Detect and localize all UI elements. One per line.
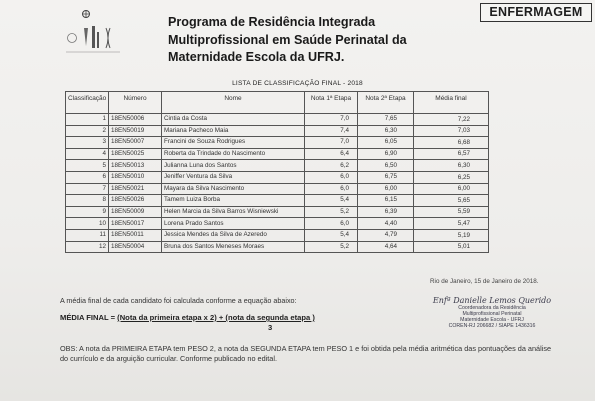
cell-numero: 18EN50017 [109,218,162,230]
cell-nota-1: 5,2 [305,206,358,218]
cell-classificacao: 6 [66,171,109,183]
cell-nota-1: 7,0 [305,137,358,149]
header-line-2: Multiprofissional em Saúde Perinatal da [168,32,407,47]
col-header-numero: Número [109,92,162,114]
cell-media: 5,65 [414,195,489,207]
table-row [66,241,489,253]
cell-nota-2: 6,30 [358,125,414,137]
signature-line-4: COREN-RJ 206682 / SIAPE 1436316 [448,323,536,329]
col-header-nota-2: Nota 2ª Etapa [358,92,414,114]
cell-numero: 18EN50004 [109,241,162,253]
header-line-3: Maternidade Escola da UFRJ. [168,50,345,64]
cell-media: 5,47 [414,218,489,230]
cell-nota-2: 7,65 [358,114,414,126]
cell-classificacao: 3 [66,137,109,149]
cell-nota-1: 6,2 [305,160,358,172]
cell-classificacao: 11 [66,229,109,241]
formula-label: MÉDIA FINAL = [60,313,118,322]
cell-nome: Julianna Luna dos Santos [162,160,305,172]
cell-classificacao: 5 [66,160,109,172]
table-row [66,125,489,137]
header-line-1: Programa de Residência Integrada [168,15,376,29]
cell-nota-1: 5,4 [305,195,358,207]
cell-nota-2: 6,39 [358,206,414,218]
cell-media: 6,68 [414,137,489,149]
list-title: LISTA DE CLASSIFICAÇÃO FINAL - 2018 [232,80,363,87]
cell-classificacao: 8 [66,195,109,207]
cell-nome: Mayara da Silva Nascimento [162,183,305,195]
cell-nome: Bruna dos Santos Meneses Moraes [162,241,305,253]
table-row [66,137,489,149]
formula-explanation: A média final de cada candidato foi calculada conforme a equação abaixo: [60,296,297,305]
table-row [66,195,489,207]
cell-nota-2: 6,90 [358,148,414,160]
cell-nome: Mariana Pacheco Maia [162,125,305,137]
table-header-row [66,92,489,114]
table-row [66,183,489,195]
table-row [66,218,489,230]
table-row [66,206,489,218]
cell-classificacao: 10 [66,218,109,230]
table-row [66,160,489,172]
cell-nota-1: 7,0 [305,114,358,126]
cell-media: 6,25 [414,171,489,183]
signature-name: Enfª Danielle Lemos Querido [432,296,552,305]
area-badge: ENFERMAGEM [480,3,592,22]
signature-stamp [432,296,552,329]
cell-numero: 18EN50013 [109,160,162,172]
cell-nome: Lorena Prado Santos [162,218,305,230]
cell-media: 7,22 [414,114,489,126]
cell-classificacao: 9 [66,206,109,218]
signature-line-2: Multiprofissional Perinatal [462,311,522,317]
cell-classificacao: 2 [66,125,109,137]
cell-nota-1: 5,4 [305,229,358,241]
cell-nota-2: 6,15 [358,195,414,207]
maternidade-escola-logo-icon [62,8,138,58]
cell-nome: Roberta da Trindade do Nascimento [162,148,305,160]
cell-media: 7,03 [414,125,489,137]
cell-numero: 18EN50009 [109,206,162,218]
table-row [66,229,489,241]
cell-media: 6,30 [414,160,489,172]
cell-nota-2: 4,79 [358,229,414,241]
cell-nome: Tamem Luiza Borba [162,195,305,207]
cell-nome: Jeniffer Ventura da Silva [162,171,305,183]
signature-line-3: Maternidade Escola - UFRJ [460,317,524,323]
cell-classificacao: 4 [66,148,109,160]
cell-nome: Jessica Mendes da Silva de Azeredo [162,229,305,241]
formula-numerator: (Nota da primeira etapa x 2) + (nota da segunda etapa ) [117,313,315,322]
cell-nota-1: 6,0 [305,218,358,230]
cell-numero: 18EN50007 [109,137,162,149]
cell-nota-2: 6,00 [358,183,414,195]
cell-classificacao: 1 [66,114,109,126]
table-row [66,114,489,126]
cell-nota-2: 4,64 [358,241,414,253]
cell-media: 5,59 [414,206,489,218]
cell-classificacao: 7 [66,183,109,195]
col-header-media: Média final [414,92,489,114]
cell-nota-1: 6,0 [305,171,358,183]
cell-numero: 18EN50011 [109,229,162,241]
col-header-nota-1: Nota 1ª Etapa [305,92,358,114]
cell-nota-2: 6,75 [358,171,414,183]
cell-nota-2: 6,50 [358,160,414,172]
cell-media: 5,19 [414,229,489,241]
date-line: Rio de Janeiro, 15 de Janeiro de 2018. [430,278,539,285]
formula-denominator: 3 [268,323,273,332]
cell-numero: 18EN50019 [109,125,162,137]
classification-table [65,91,489,253]
cell-nome: Francini de Souza Rodrigues [162,137,305,149]
cell-numero: 18EN50021 [109,183,162,195]
cell-nota-1: 5,2 [305,241,358,253]
cell-media: 6,00 [414,183,489,195]
cell-nota-2: 6,05 [358,137,414,149]
cell-nome: Helen Marcia da Silva Barros Wisniewski [162,206,305,218]
table-row [66,171,489,183]
cell-nota-2: 4,40 [358,218,414,230]
signature-line-1: Coordenadora da Residência [458,305,526,311]
cell-numero: 18EN50006 [109,114,162,126]
table-row [66,148,489,160]
cell-media: 5,01 [414,241,489,253]
program-header [168,14,407,67]
cell-classificacao: 12 [66,241,109,253]
formula [60,313,315,322]
observation-note: OBS: A nota da PRIMEIRA ETAPA tem PESO 2, a nota da SEGUNDA ETAPA tem PESO 1 e foi obtida pela média aritmética das pontuações da análise do currículo e da arguição curricular. Conforme publicado no edital. [60,344,552,363]
cell-numero: 18EN50010 [109,171,162,183]
cell-media: 6,57 [414,148,489,160]
cell-numero: 18EN50025 [109,148,162,160]
col-header-classificacao: Classificação [66,92,109,114]
cell-numero: 18EN50026 [109,195,162,207]
col-header-nome: Nome [162,92,305,114]
cell-nome: Cintia da Costa [162,114,305,126]
cell-nota-1: 7,4 [305,125,358,137]
cell-nota-1: 6,4 [305,148,358,160]
cell-nota-1: 6,0 [305,183,358,195]
